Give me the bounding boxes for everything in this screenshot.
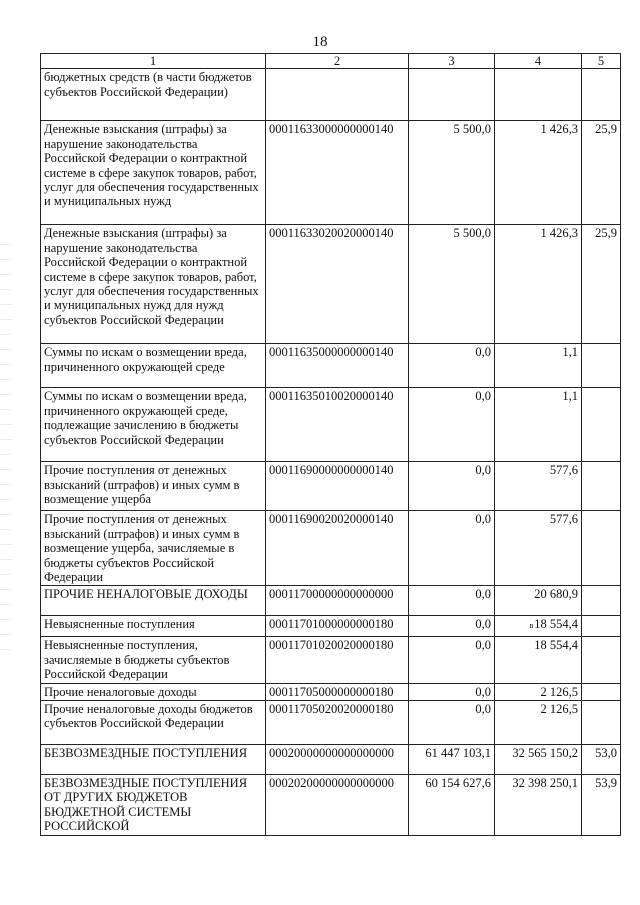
col-header-5: 5 bbox=[582, 54, 621, 69]
row-plan: 5 500,0 bbox=[409, 225, 495, 344]
row-fact: 1 426,3 bbox=[495, 121, 582, 225]
row-plan: 0,0 bbox=[409, 586, 495, 616]
row-name: ПРОЧИЕ НЕНАЛОГОВЫЕ ДОХОДЫ bbox=[41, 586, 266, 616]
col-header-3: 3 bbox=[409, 54, 495, 69]
row-percent: 25,9 bbox=[582, 121, 621, 225]
row-percent: 53,0 bbox=[582, 745, 621, 775]
row-name: Суммы по искам о возмещении вреда, причиненного окружающей среде, подлежащие зачислению в бюджеты субъектов Российской Федерации bbox=[41, 388, 266, 462]
row-fact: 577,6 bbox=[495, 511, 582, 586]
row-plan: 0,0 bbox=[409, 701, 495, 745]
row-code: 00011705020020000180 bbox=[266, 701, 409, 745]
row-percent bbox=[582, 462, 621, 511]
col-header-1: 1 bbox=[41, 54, 266, 69]
pen-mark: в bbox=[529, 621, 534, 631]
row-percent bbox=[582, 616, 621, 637]
row-fact bbox=[495, 616, 582, 637]
row-percent bbox=[582, 701, 621, 745]
row-code: 00011701000000000180 bbox=[266, 616, 409, 637]
row-code: 00011633020020000140 bbox=[266, 225, 409, 344]
row-fact-value: 18 554,4 bbox=[534, 617, 578, 632]
table-row bbox=[41, 511, 621, 586]
row-plan: 0,0 bbox=[409, 616, 495, 637]
header-row bbox=[41, 54, 621, 69]
row-fact: 32 565 150,2 bbox=[495, 745, 582, 775]
row-code: 00011700000000000000 bbox=[266, 586, 409, 616]
row-fact: 2 126,5 bbox=[495, 683, 582, 700]
row-code: 00020200000000000000 bbox=[266, 775, 409, 836]
row-plan: 0,0 bbox=[409, 344, 495, 388]
col-header-2: 2 bbox=[266, 54, 409, 69]
row-name: Прочие неналоговые доходы бюджетов субъектов Российской Федерации bbox=[41, 701, 266, 745]
row-percent bbox=[582, 637, 621, 683]
table-row bbox=[41, 462, 621, 511]
row-name: бюджетных средств (в части бюджетов субъектов Российской Федерации) bbox=[41, 69, 266, 121]
row-percent bbox=[582, 586, 621, 616]
row-name: Прочие неналоговые доходы bbox=[41, 683, 266, 700]
row-fact: 1,1 bbox=[495, 344, 582, 388]
scan-edge-artifact bbox=[0, 230, 12, 650]
row-plan bbox=[409, 69, 495, 121]
row-name: Прочие поступления от денежных взысканий (штрафов) и иных сумм в возмещение ущерба bbox=[41, 462, 266, 511]
table-row bbox=[41, 344, 621, 388]
col-header-4: 4 bbox=[495, 54, 582, 69]
row-plan: 0,0 bbox=[409, 511, 495, 586]
table-row bbox=[41, 683, 621, 700]
row-name: Денежные взыскания (штрафы) за нарушение законодательства Российской Федерации о контрактной системе в сфере закупок товаров, работ, услуг для обеспечения государственных и муниципальных нужд bbox=[41, 121, 266, 225]
table-row bbox=[41, 701, 621, 745]
row-percent bbox=[582, 69, 621, 121]
row-fact: 2 126,5 bbox=[495, 701, 582, 745]
row-fact bbox=[495, 69, 582, 121]
page-number: 18 bbox=[312, 34, 328, 50]
row-plan: 5 500,0 bbox=[409, 121, 495, 225]
row-code: 00011690020020000140 bbox=[266, 511, 409, 586]
row-fact: 577,6 bbox=[495, 462, 582, 511]
row-name: БЕЗВОЗМЕЗДНЫЕ ПОСТУПЛЕНИЯ ОТ ДРУГИХ БЮДЖЕТОВ БЮДЖЕТНОЙ СИСТЕМЫ РОССИЙСКОЙ bbox=[41, 775, 266, 836]
row-name: БЕЗВОЗМЕЗДНЫЕ ПОСТУПЛЕНИЯ bbox=[41, 745, 266, 775]
row-code: 00011635010020000140 bbox=[266, 388, 409, 462]
row-code: 00020000000000000000 bbox=[266, 745, 409, 775]
row-percent: 25,9 bbox=[582, 225, 621, 344]
row-name: Прочие поступления от денежных взысканий (штрафов) и иных сумм в возмещение ущерба, зачисляемые в бюджеты субъектов Российской Федерации bbox=[41, 511, 266, 586]
table-row bbox=[41, 637, 621, 683]
row-plan: 61 447 103,1 bbox=[409, 745, 495, 775]
row-fact: 1,1 bbox=[495, 388, 582, 462]
row-code bbox=[266, 69, 409, 121]
row-plan: 0,0 bbox=[409, 388, 495, 462]
row-plan: 0,0 bbox=[409, 462, 495, 511]
row-code: 00011633000000000140 bbox=[266, 121, 409, 225]
row-fact: 32 398 250,1 bbox=[495, 775, 582, 836]
row-percent bbox=[582, 511, 621, 586]
row-fact: 18 554,4 bbox=[495, 637, 582, 683]
row-name: Невыясненные поступления bbox=[41, 616, 266, 637]
table-row bbox=[41, 745, 621, 775]
row-fact: 1 426,3 bbox=[495, 225, 582, 344]
row-percent: 53,9 bbox=[582, 775, 621, 836]
table-row bbox=[41, 121, 621, 225]
row-fact: 20 680,9 bbox=[495, 586, 582, 616]
row-code: 00011635000000000140 bbox=[266, 344, 409, 388]
row-plan: 60 154 627,6 bbox=[409, 775, 495, 836]
row-percent bbox=[582, 683, 621, 700]
row-percent bbox=[582, 388, 621, 462]
table-row bbox=[41, 775, 621, 836]
row-name: Суммы по искам о возмещении вреда, причиненного окружающей среде bbox=[41, 344, 266, 388]
table-row bbox=[41, 586, 621, 616]
budget-table bbox=[40, 53, 621, 836]
row-plan: 0,0 bbox=[409, 683, 495, 700]
row-plan: 0,0 bbox=[409, 637, 495, 683]
row-percent bbox=[582, 344, 621, 388]
table-row bbox=[41, 69, 621, 121]
row-code: 00011701020020000180 bbox=[266, 637, 409, 683]
row-code: 00011705000000000180 bbox=[266, 683, 409, 700]
row-name: Денежные взыскания (штрафы) за нарушение законодательства Российской Федерации о контрактной системе в сфере закупок товаров, работ, услуг для обеспечения государственных и муниципальных нужд для нужд субъектов Российской Федерации bbox=[41, 225, 266, 344]
table-row bbox=[41, 225, 621, 344]
table-row bbox=[41, 388, 621, 462]
row-code: 00011690000000000140 bbox=[266, 462, 409, 511]
table-row bbox=[41, 616, 621, 637]
row-name: Невыясненные поступления, зачисляемые в бюджеты субъектов Российской Федерации bbox=[41, 637, 266, 683]
